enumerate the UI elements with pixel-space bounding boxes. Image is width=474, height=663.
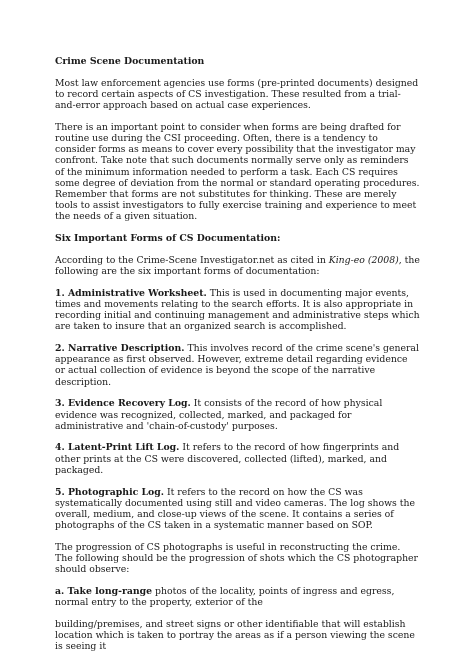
paragraph-continuation: building/premises, and street signs or other identifiable that will establish location which is taken to portray the areas as if a person viewing the scene is seeing it [55, 618, 415, 653]
paragraph-citation-intro [55, 255, 420, 277]
shot-item-term: a. Take long-range [55, 586, 153, 598]
document-title: Crime Scene Documentation [55, 56, 205, 67]
paragraph-forms-caution: There is an important point to consider when forms are being drafted for routine use during the CSI proceeding. Often, there is a tendency to consider forms as means to cover every possibility that the investigator may confront. Take note that such documents normally serve only as reminders of the minimum information needed to perform a task. Each CS requires some degree of deviation from the normal or standard operating procedures. Remember that forms are not substitutes for thinking. These are merely tools to assist investigators to fully exercise training and experience to meet the needs of a given situation. [55, 121, 420, 223]
form-item-administrative-worksheet [55, 288, 420, 333]
form-item-evidence-recovery-log [55, 398, 420, 432]
form-item-text: This is used in documenting major events, times and movements relating to the search efforts. It is also appropriate in recording initial and continuing management and administrative steps which are taken to insure that an organized search is accomplished. [55, 287, 420, 333]
citation-intro-after: , the following are the six important forms of documentation: [55, 254, 420, 278]
paragraph-forms-intro: Most law enforcement agencies use forms (pre-printed documents) designed to record certain aspects of CS investigation. These resulted from a trial-and-error approach based on actual case experiences. [55, 77, 419, 112]
form-item-term: 2. Narrative Description. [55, 343, 185, 355]
form-item-narrative-description [55, 343, 420, 388]
form-item-term: 3. Evidence Recovery Log. [55, 398, 191, 410]
form-item-text: It consists of the record of how physical evidence was recognized, collected, marked, and packaged for administrative and 'chain-of-custody' purposes. [55, 398, 383, 432]
form-item-term: 1. Administrative Worksheet. [55, 287, 207, 299]
form-item-photographic-log [55, 487, 420, 532]
shot-item-text: photos of the locality, points of ingress and egress, normal entry to the property, exterior of the [55, 586, 395, 609]
form-item-text: This involves record of the crime scene's general appearance as first observed. However, extreme detail regarding evidence or actual collection of evidence is beyond the scope of the narrative description. [55, 343, 419, 388]
citation-reference: King-eo (2008) [328, 254, 399, 266]
citation-intro-before: According to the Crime-Scene Investigator.net as cited in [55, 254, 329, 266]
form-item-latent-print-lift-log [55, 442, 420, 476]
shot-item-long-range [55, 586, 420, 608]
form-item-text: It refers to the record of how fingerprints and other prints at the CS were discovered, collected (lifted), marked, and packaged. [55, 442, 400, 476]
form-item-text: It refers to the record on how the CS was systematically documented using still and video cameras. The log shows the overall, medium, and close-up views of the scene. It contains a series of photographs of the CS taken in a systematic manner based on SOP. [55, 486, 415, 532]
paragraph-progression: The progression of CS photographs is useful in reconstructing the crime. The following should be the progression of shots which the CS photographer should observe: [55, 541, 419, 576]
form-item-term: 4. Latent-Print Lift Log. [55, 442, 180, 454]
section-heading: Six Important Forms of CS Documentation: [55, 233, 281, 245]
document-page [55, 56, 420, 663]
form-item-term: 5. Photographic Log. [55, 486, 164, 498]
